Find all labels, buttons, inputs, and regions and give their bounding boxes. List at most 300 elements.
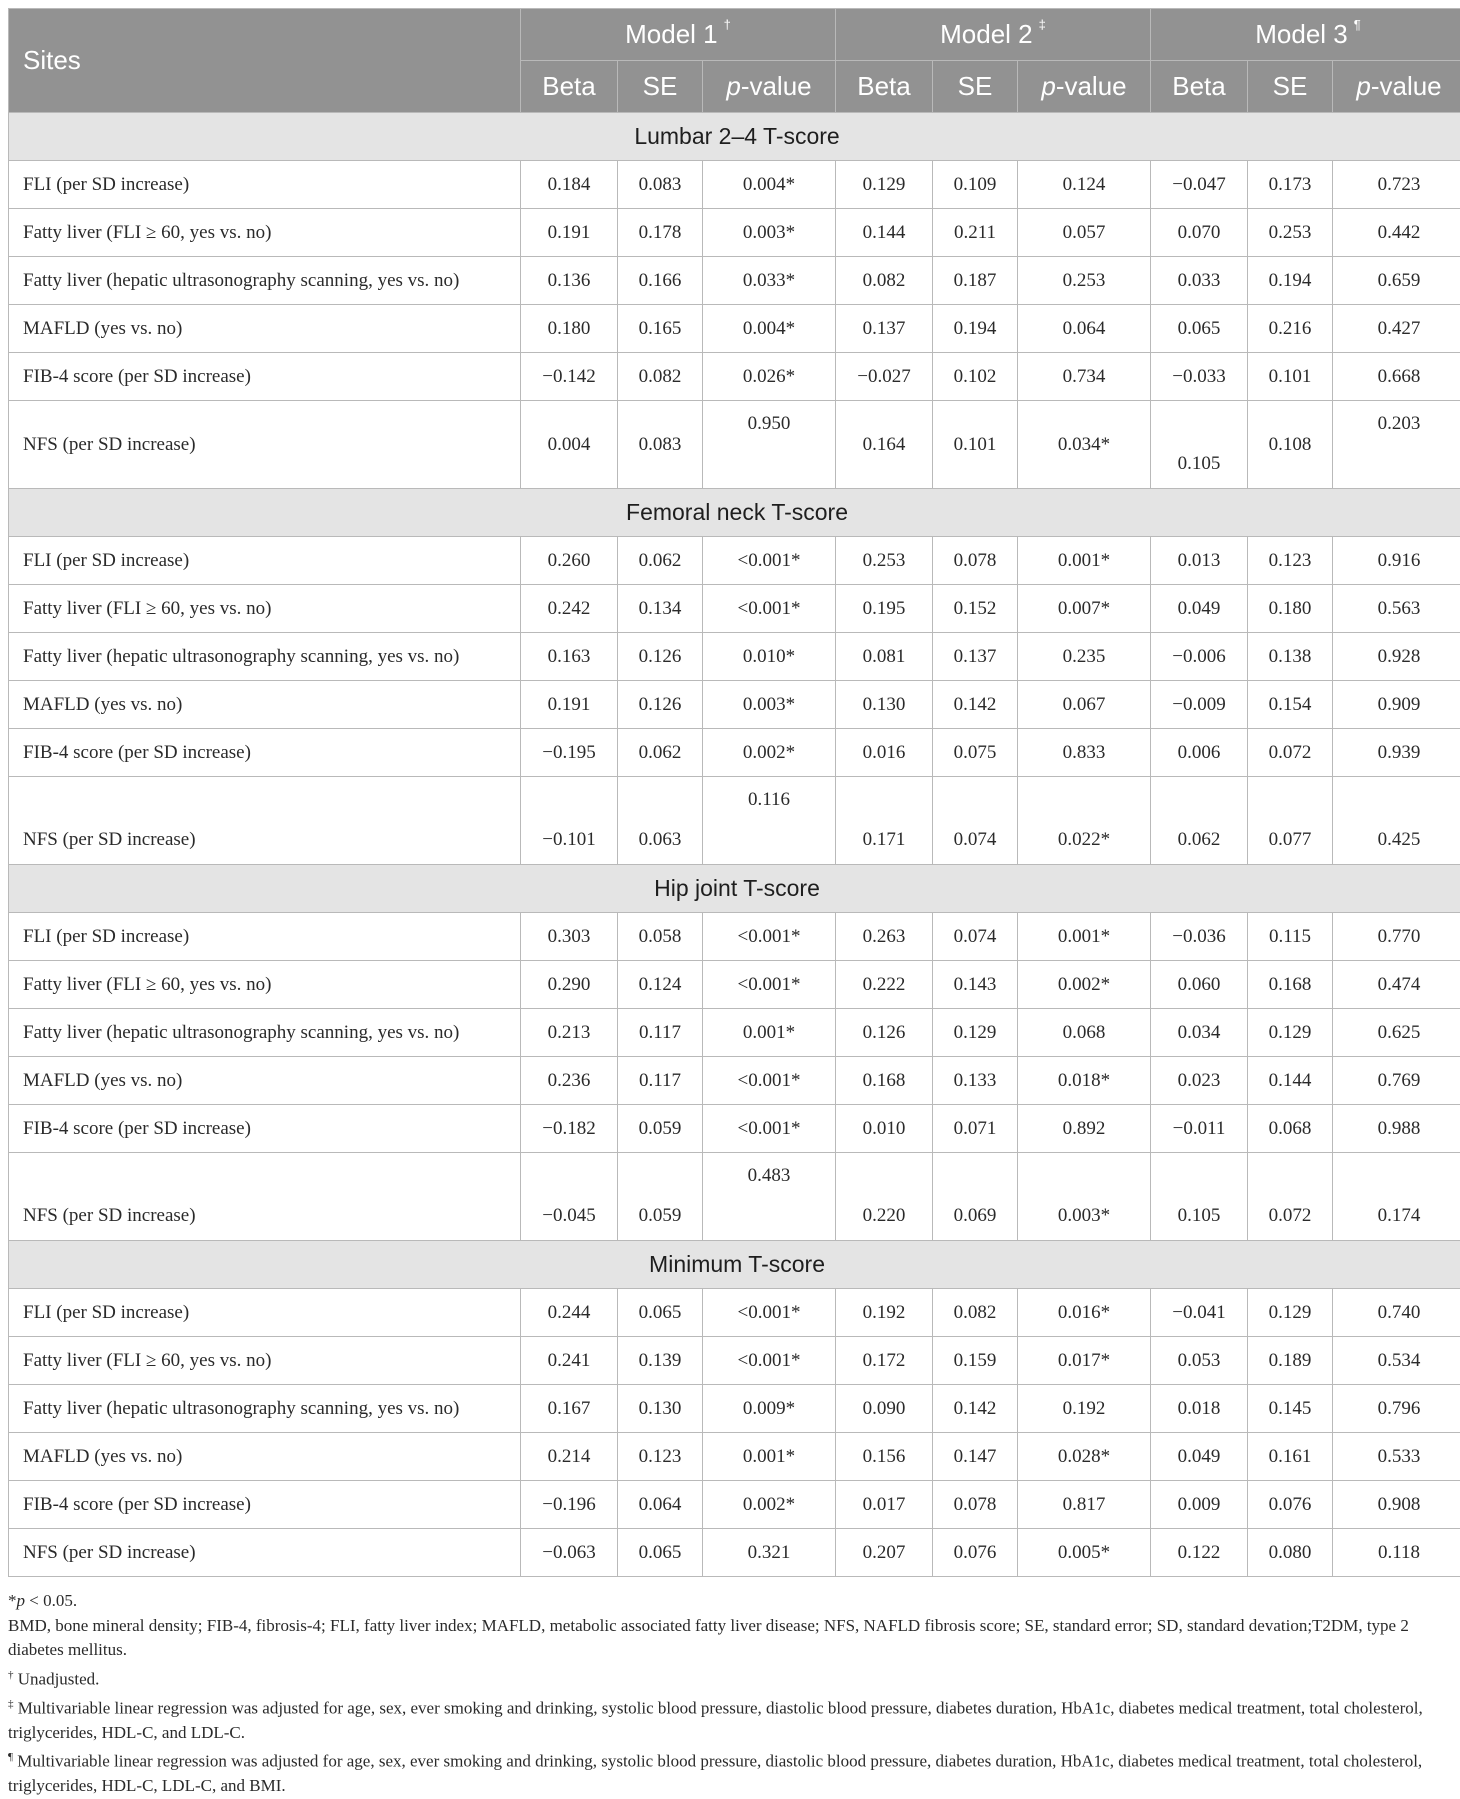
model-2-se-cell: 0.076 (933, 1529, 1018, 1577)
model-3-p-value-cell: 0.534 (1333, 1337, 1460, 1385)
row-label: NFS (per SD increase) (9, 777, 521, 865)
model-2-se-cell: 0.142 (933, 1385, 1018, 1433)
model-2-p-value-cell: 0.001* (1018, 913, 1151, 961)
model-2-header (836, 9, 1151, 61)
model-1-se-cell: 0.062 (618, 537, 703, 585)
table-row (9, 161, 1460, 209)
section-header-row (9, 865, 1460, 913)
section-header-row (9, 1241, 1460, 1289)
model-1-se-cell: 0.059 (618, 1105, 703, 1153)
row-label: FIB-4 score (per SD increase) (9, 1481, 521, 1529)
model-3-p-value-cell: 0.427 (1333, 305, 1460, 353)
model-2-se-cell: 0.187 (933, 257, 1018, 305)
model-3-beta-cell: 0.018 (1151, 1385, 1248, 1433)
row-label: FLI (per SD increase) (9, 913, 521, 961)
model-2-se-cell: 0.152 (933, 585, 1018, 633)
beta-header: Beta (1151, 61, 1248, 113)
model-2-p-value-cell: 0.016* (1018, 1289, 1151, 1337)
model-2-p-value-cell: 0.005* (1018, 1529, 1151, 1577)
model-3-se-cell: 0.080 (1248, 1529, 1333, 1577)
model-1-p-value-cell: 0.001* (703, 1433, 836, 1481)
model-1-beta-cell: −0.196 (521, 1481, 618, 1529)
model-1-p-value-cell: 0.009* (703, 1385, 836, 1433)
table-row (9, 585, 1460, 633)
model-1-beta-cell: 0.214 (521, 1433, 618, 1481)
regression-table (8, 8, 1460, 1577)
model-3-beta-cell: 0.034 (1151, 1009, 1248, 1057)
model-3-p-value-cell: 0.916 (1333, 537, 1460, 585)
model-1-beta-cell: 0.244 (521, 1289, 618, 1337)
model-3-p-value-cell: 0.118 (1333, 1529, 1460, 1577)
table-header (9, 9, 1460, 113)
footnote-mark: ¶ (8, 1751, 13, 1763)
table-row (9, 401, 1460, 489)
model-1-beta-cell: 0.213 (521, 1009, 618, 1057)
model-3-beta-cell: −0.041 (1151, 1289, 1248, 1337)
model-2-beta-cell: 0.171 (836, 777, 933, 865)
model-1-se-cell: 0.117 (618, 1009, 703, 1057)
model-3-beta-cell: 0.070 (1151, 209, 1248, 257)
model-1-beta-cell: 0.163 (521, 633, 618, 681)
model-3-se-cell: 0.168 (1248, 961, 1333, 1009)
table-row (9, 1153, 1460, 1241)
p-value-header (703, 61, 836, 113)
model-2-beta-cell: 0.081 (836, 633, 933, 681)
model-2-beta-cell: 0.126 (836, 1009, 933, 1057)
model-2-beta-cell: 0.130 (836, 681, 933, 729)
model-1-p-value-cell: <0.001* (703, 1057, 836, 1105)
model-3-se-cell: 0.068 (1248, 1105, 1333, 1153)
model-1-se-cell: 0.058 (618, 913, 703, 961)
model-3-beta-cell: 0.060 (1151, 961, 1248, 1009)
model-1-p-value-cell: <0.001* (703, 1105, 836, 1153)
model-2-p-value-cell: 0.235 (1018, 633, 1151, 681)
model-3-p-value-cell: 0.908 (1333, 1481, 1460, 1529)
p-value-header-suffix: -value (741, 71, 812, 101)
model-3-beta-cell: 0.062 (1151, 777, 1248, 865)
model-3-beta-cell: 0.065 (1151, 305, 1248, 353)
footnotes (8, 1589, 1452, 1799)
footnote-text: Multivariable linear regression was adjusted for age, sex, ever smoking and drinking, systolic blood pressure, diastolic blood pressure, diabetes duration, HbA1c, diabetes medical treatment, total cholesterol, triglycerides, HDL-C, and LDL-C. (8, 1698, 1423, 1742)
model-1-mark: † (724, 17, 731, 32)
beta-header: Beta (836, 61, 933, 113)
model-3-se-cell: 0.072 (1248, 729, 1333, 777)
model-1-se-cell: 0.083 (618, 161, 703, 209)
footnote-text: Unadjusted. (14, 1669, 100, 1688)
model-1-se-cell: 0.126 (618, 633, 703, 681)
model-3-beta-cell: −0.009 (1151, 681, 1248, 729)
model-2-beta-cell: 0.156 (836, 1433, 933, 1481)
footnote-model-3 (8, 1745, 1452, 1799)
model-2-se-cell: 0.129 (933, 1009, 1018, 1057)
row-label: FIB-4 score (per SD increase) (9, 729, 521, 777)
model-2-p-value-cell: 0.028* (1018, 1433, 1151, 1481)
table-row (9, 913, 1460, 961)
model-3-se-cell: 0.145 (1248, 1385, 1333, 1433)
model-3-se-cell: 0.253 (1248, 209, 1333, 257)
model-2-p-value-cell: 0.064 (1018, 305, 1151, 353)
model-2-se-cell: 0.147 (933, 1433, 1018, 1481)
model-3-p-value-cell: 0.939 (1333, 729, 1460, 777)
model-3-se-cell: 0.076 (1248, 1481, 1333, 1529)
row-label: FLI (per SD increase) (9, 161, 521, 209)
model-3-p-value-cell: 0.740 (1333, 1289, 1460, 1337)
significance-asterisk: * (8, 1591, 17, 1610)
model-1-se-cell: 0.124 (618, 961, 703, 1009)
model-1-p-value-cell: 0.033* (703, 257, 836, 305)
model-1-se-cell: 0.139 (618, 1337, 703, 1385)
model-2-label: Model 2 (940, 19, 1033, 49)
table-row (9, 1385, 1460, 1433)
model-1-beta-cell: 0.260 (521, 537, 618, 585)
model-1-se-cell: 0.117 (618, 1057, 703, 1105)
model-3-beta-cell: 0.033 (1151, 257, 1248, 305)
header-row-models (9, 9, 1460, 61)
model-1-beta-cell: −0.045 (521, 1153, 618, 1241)
model-1-se-cell: 0.062 (618, 729, 703, 777)
model-3-se-cell: 0.189 (1248, 1337, 1333, 1385)
model-3-label: Model 3 (1255, 19, 1348, 49)
model-3-p-value-cell: 0.770 (1333, 913, 1460, 961)
row-label: NFS (per SD increase) (9, 1529, 521, 1577)
model-3-p-value-cell: 0.668 (1333, 353, 1460, 401)
model-1-se-cell: 0.082 (618, 353, 703, 401)
table-row (9, 353, 1460, 401)
model-1-beta-cell: 0.303 (521, 913, 618, 961)
table-row (9, 1057, 1460, 1105)
model-2-se-cell: 0.142 (933, 681, 1018, 729)
model-1-beta-cell: 0.167 (521, 1385, 618, 1433)
model-3-se-cell: 0.072 (1248, 1153, 1333, 1241)
section-title: Minimum T-score (9, 1241, 1460, 1289)
row-label: MAFLD (yes vs. no) (9, 681, 521, 729)
section-title: Hip joint T-score (9, 865, 1460, 913)
model-2-beta-cell: −0.027 (836, 353, 933, 401)
model-1-beta-cell: 0.191 (521, 209, 618, 257)
model-3-p-value-cell: 0.928 (1333, 633, 1460, 681)
section-title: Lumbar 2–4 T-score (9, 113, 1460, 161)
model-3-p-value-cell: 0.659 (1333, 257, 1460, 305)
model-2-se-cell: 0.071 (933, 1105, 1018, 1153)
model-1-se-cell: 0.178 (618, 209, 703, 257)
model-2-se-cell: 0.102 (933, 353, 1018, 401)
table-row (9, 537, 1460, 585)
model-2-beta-cell: 0.195 (836, 585, 933, 633)
model-2-p-value-cell: 0.003* (1018, 1153, 1151, 1241)
model-3-se-cell: 0.123 (1248, 537, 1333, 585)
model-3-se-cell: 0.154 (1248, 681, 1333, 729)
row-label: NFS (per SD increase) (9, 401, 521, 489)
model-2-p-value-cell: 0.833 (1018, 729, 1151, 777)
model-2-beta-cell: 0.129 (836, 161, 933, 209)
model-1-se-cell: 0.065 (618, 1529, 703, 1577)
sites-header-label: Sites (23, 45, 81, 75)
p-value-header-p: p (726, 71, 740, 101)
row-label: FIB-4 score (per SD increase) (9, 1105, 521, 1153)
model-1-p-value-cell: <0.001* (703, 961, 836, 1009)
table-row (9, 1009, 1460, 1057)
model-3-p-value-cell: 0.988 (1333, 1105, 1460, 1153)
model-1-p-value-cell: <0.001* (703, 1289, 836, 1337)
section-title: Femoral neck T-score (9, 489, 1460, 537)
model-1-p-value-cell: 0.004* (703, 161, 836, 209)
model-1-p-value-cell: 0.321 (703, 1529, 836, 1577)
model-2-p-value-cell: 0.034* (1018, 401, 1151, 489)
model-1-se-cell: 0.065 (618, 1289, 703, 1337)
regression-table-container (8, 8, 1452, 1799)
model-1-p-value-cell: 0.950 (703, 401, 836, 489)
model-2-beta-cell: 0.172 (836, 1337, 933, 1385)
model-3-se-cell: 0.194 (1248, 257, 1333, 305)
model-3-se-cell: 0.129 (1248, 1289, 1333, 1337)
model-3-beta-cell: −0.036 (1151, 913, 1248, 961)
model-1-se-cell: 0.134 (618, 585, 703, 633)
model-1-se-cell: 0.064 (618, 1481, 703, 1529)
model-1-beta-cell: 0.184 (521, 161, 618, 209)
model-2-se-cell: 0.143 (933, 961, 1018, 1009)
model-2-beta-cell: 0.253 (836, 537, 933, 585)
model-3-beta-cell: 0.006 (1151, 729, 1248, 777)
model-1-beta-cell: −0.195 (521, 729, 618, 777)
footnote-model-2 (8, 1692, 1452, 1746)
model-1-p-value-cell: 0.003* (703, 681, 836, 729)
model-1-beta-cell: 0.191 (521, 681, 618, 729)
model-2-mark: ‡ (1039, 17, 1046, 32)
model-3-se-cell: 0.216 (1248, 305, 1333, 353)
row-label: Fatty liver (hepatic ultrasonography scanning, yes vs. no) (9, 1009, 521, 1057)
model-1-se-cell: 0.165 (618, 305, 703, 353)
model-1-beta-cell: 0.004 (521, 401, 618, 489)
model-3-se-cell: 0.161 (1248, 1433, 1333, 1481)
model-2-beta-cell: 0.168 (836, 1057, 933, 1105)
model-3-beta-cell: −0.033 (1151, 353, 1248, 401)
model-1-p-value-cell: 0.001* (703, 1009, 836, 1057)
model-2-se-cell: 0.082 (933, 1289, 1018, 1337)
model-2-se-cell: 0.211 (933, 209, 1018, 257)
model-1-label: Model 1 (625, 19, 718, 49)
model-3-beta-cell: 0.049 (1151, 1433, 1248, 1481)
model-2-se-cell: 0.109 (933, 161, 1018, 209)
model-2-beta-cell: 0.016 (836, 729, 933, 777)
model-3-se-cell: 0.108 (1248, 401, 1333, 489)
sites-header (9, 9, 521, 113)
footnote-text: Multivariable linear regression was adjusted for age, sex, ever smoking and drinking, systolic blood pressure, diastolic blood pressure, diabetes duration, HbA1c, diabetes medical treatment, total cholesterol, triglycerides, HDL-C, LDL-C, and BMI. (8, 1752, 1422, 1796)
model-3-beta-cell: 0.105 (1151, 1153, 1248, 1241)
model-1-se-cell: 0.166 (618, 257, 703, 305)
row-label: Fatty liver (FLI ≥ 60, yes vs. no) (9, 585, 521, 633)
model-2-beta-cell: 0.207 (836, 1529, 933, 1577)
row-label: Fatty liver (FLI ≥ 60, yes vs. no) (9, 209, 521, 257)
model-1-p-value-cell: <0.001* (703, 585, 836, 633)
row-label: MAFLD (yes vs. no) (9, 1057, 521, 1105)
model-2-beta-cell: 0.220 (836, 1153, 933, 1241)
model-1-p-value-cell: 0.003* (703, 209, 836, 257)
model-3-p-value-cell: 0.563 (1333, 585, 1460, 633)
model-1-p-value-cell: 0.116 (703, 777, 836, 865)
model-3-beta-cell: −0.011 (1151, 1105, 1248, 1153)
model-2-beta-cell: 0.144 (836, 209, 933, 257)
model-2-beta-cell: 0.010 (836, 1105, 933, 1153)
model-3-mark: ¶ (1354, 17, 1361, 32)
model-2-beta-cell: 0.082 (836, 257, 933, 305)
model-3-se-cell: 0.077 (1248, 777, 1333, 865)
p-value-header-suffix: -value (1056, 71, 1127, 101)
model-3-se-cell: 0.173 (1248, 161, 1333, 209)
model-3-beta-cell: 0.049 (1151, 585, 1248, 633)
model-3-beta-cell: −0.006 (1151, 633, 1248, 681)
model-1-beta-cell: −0.142 (521, 353, 618, 401)
model-2-se-cell: 0.159 (933, 1337, 1018, 1385)
model-1-p-value-cell: <0.001* (703, 913, 836, 961)
model-2-p-value-cell: 0.002* (1018, 961, 1151, 1009)
table-row (9, 633, 1460, 681)
model-3-beta-cell: −0.047 (1151, 161, 1248, 209)
p-value-header-p: p (1356, 71, 1370, 101)
model-1-se-cell: 0.126 (618, 681, 703, 729)
model-2-beta-cell: 0.017 (836, 1481, 933, 1529)
table-row (9, 1105, 1460, 1153)
model-2-beta-cell: 0.222 (836, 961, 933, 1009)
footnote-abbreviations: BMD, bone mineral density; FIB-4, fibrosis-4; FLI, fatty liver index; MAFLD, metabolic associated fatty liver disease; NFS, NAFLD fibrosis score; SE, standard error; SD, standard devation;T2DM, type 2 diabetes mellitus. (8, 1614, 1452, 1663)
model-2-beta-cell: 0.090 (836, 1385, 933, 1433)
table-body (9, 113, 1460, 1577)
model-3-p-value-cell: 0.796 (1333, 1385, 1460, 1433)
model-3-p-value-cell: 0.474 (1333, 961, 1460, 1009)
model-2-p-value-cell: 0.253 (1018, 257, 1151, 305)
model-2-p-value-cell: 0.018* (1018, 1057, 1151, 1105)
model-3-se-cell: 0.144 (1248, 1057, 1333, 1105)
model-2-se-cell: 0.194 (933, 305, 1018, 353)
model-2-se-cell: 0.069 (933, 1153, 1018, 1241)
table-row (9, 729, 1460, 777)
row-label: NFS (per SD increase) (9, 1153, 521, 1241)
significance-threshold: < 0.05. (25, 1591, 77, 1610)
model-1-se-cell: 0.063 (618, 777, 703, 865)
model-3-se-cell: 0.138 (1248, 633, 1333, 681)
model-3-p-value-cell: 0.533 (1333, 1433, 1460, 1481)
model-3-p-value-cell: 0.425 (1333, 777, 1460, 865)
model-3-se-cell: 0.129 (1248, 1009, 1333, 1057)
model-2-p-value-cell: 0.734 (1018, 353, 1151, 401)
table-row (9, 1481, 1460, 1529)
model-2-beta-cell: 0.263 (836, 913, 933, 961)
table-row (9, 305, 1460, 353)
model-2-beta-cell: 0.164 (836, 401, 933, 489)
model-2-beta-cell: 0.192 (836, 1289, 933, 1337)
model-3-p-value-cell: 0.769 (1333, 1057, 1460, 1105)
model-2-se-cell: 0.074 (933, 777, 1018, 865)
table-row (9, 257, 1460, 305)
se-header: SE (618, 61, 703, 113)
row-label: Fatty liver (FLI ≥ 60, yes vs. no) (9, 1337, 521, 1385)
model-2-beta-cell: 0.137 (836, 305, 933, 353)
model-3-header (1151, 9, 1460, 61)
row-label: FLI (per SD increase) (9, 1289, 521, 1337)
p-value-header (1018, 61, 1151, 113)
model-3-se-cell: 0.180 (1248, 585, 1333, 633)
model-1-beta-cell: 0.290 (521, 961, 618, 1009)
model-2-p-value-cell: 0.892 (1018, 1105, 1151, 1153)
footnote-significance (8, 1589, 1452, 1614)
row-label: MAFLD (yes vs. no) (9, 1433, 521, 1481)
significance-p: p (17, 1591, 26, 1610)
model-3-p-value-cell: 0.203 (1333, 401, 1460, 489)
model-2-p-value-cell: 0.817 (1018, 1481, 1151, 1529)
footnote-model-1 (8, 1663, 1452, 1692)
model-3-beta-cell: 0.105 (1151, 401, 1248, 489)
model-1-p-value-cell: 0.010* (703, 633, 836, 681)
model-2-p-value-cell: 0.007* (1018, 585, 1151, 633)
model-1-beta-cell: 0.180 (521, 305, 618, 353)
model-1-p-value-cell: 0.002* (703, 729, 836, 777)
footnote-mark: † (8, 1669, 14, 1681)
model-3-se-cell: 0.115 (1248, 913, 1333, 961)
model-2-p-value-cell: 0.192 (1018, 1385, 1151, 1433)
model-1-se-cell: 0.123 (618, 1433, 703, 1481)
model-2-p-value-cell: 0.057 (1018, 209, 1151, 257)
row-label: Fatty liver (hepatic ultrasonography scanning, yes vs. no) (9, 1385, 521, 1433)
table-row (9, 1529, 1460, 1577)
se-header: SE (933, 61, 1018, 113)
model-2-se-cell: 0.133 (933, 1057, 1018, 1105)
row-label: Fatty liver (FLI ≥ 60, yes vs. no) (9, 961, 521, 1009)
model-2-se-cell: 0.074 (933, 913, 1018, 961)
row-label: Fatty liver (hepatic ultrasonography scanning, yes vs. no) (9, 257, 521, 305)
model-2-p-value-cell: 0.022* (1018, 777, 1151, 865)
model-2-se-cell: 0.137 (933, 633, 1018, 681)
model-1-beta-cell: −0.182 (521, 1105, 618, 1153)
section-header-row (9, 113, 1460, 161)
model-1-p-value-cell: <0.001* (703, 537, 836, 585)
model-1-beta-cell: 0.242 (521, 585, 618, 633)
row-label: Fatty liver (hepatic ultrasonography scanning, yes vs. no) (9, 633, 521, 681)
model-3-p-value-cell: 0.174 (1333, 1153, 1460, 1241)
table-row (9, 1289, 1460, 1337)
model-1-beta-cell: −0.063 (521, 1529, 618, 1577)
footnote-mark: ‡ (8, 1698, 14, 1710)
model-1-p-value-cell: 0.483 (703, 1153, 836, 1241)
model-3-p-value-cell: 0.723 (1333, 161, 1460, 209)
model-1-beta-cell: −0.101 (521, 777, 618, 865)
model-1-p-value-cell: 0.004* (703, 305, 836, 353)
model-1-se-cell: 0.130 (618, 1385, 703, 1433)
table-row (9, 681, 1460, 729)
table-row (9, 1433, 1460, 1481)
p-value-header-suffix: -value (1371, 71, 1442, 101)
model-3-p-value-cell: 0.625 (1333, 1009, 1460, 1057)
model-1-header (521, 9, 836, 61)
model-1-beta-cell: 0.241 (521, 1337, 618, 1385)
row-label: FLI (per SD increase) (9, 537, 521, 585)
model-1-se-cell: 0.059 (618, 1153, 703, 1241)
model-2-se-cell: 0.078 (933, 1481, 1018, 1529)
table-row (9, 209, 1460, 257)
table-row (9, 1337, 1460, 1385)
model-2-p-value-cell: 0.017* (1018, 1337, 1151, 1385)
model-2-se-cell: 0.101 (933, 401, 1018, 489)
model-2-p-value-cell: 0.068 (1018, 1009, 1151, 1057)
se-header: SE (1248, 61, 1333, 113)
model-2-p-value-cell: 0.067 (1018, 681, 1151, 729)
model-2-p-value-cell: 0.001* (1018, 537, 1151, 585)
row-label: MAFLD (yes vs. no) (9, 305, 521, 353)
model-1-se-cell: 0.083 (618, 401, 703, 489)
model-3-p-value-cell: 0.442 (1333, 209, 1460, 257)
model-1-p-value-cell: 0.026* (703, 353, 836, 401)
model-2-se-cell: 0.075 (933, 729, 1018, 777)
model-3-beta-cell: 0.009 (1151, 1481, 1248, 1529)
model-2-p-value-cell: 0.124 (1018, 161, 1151, 209)
